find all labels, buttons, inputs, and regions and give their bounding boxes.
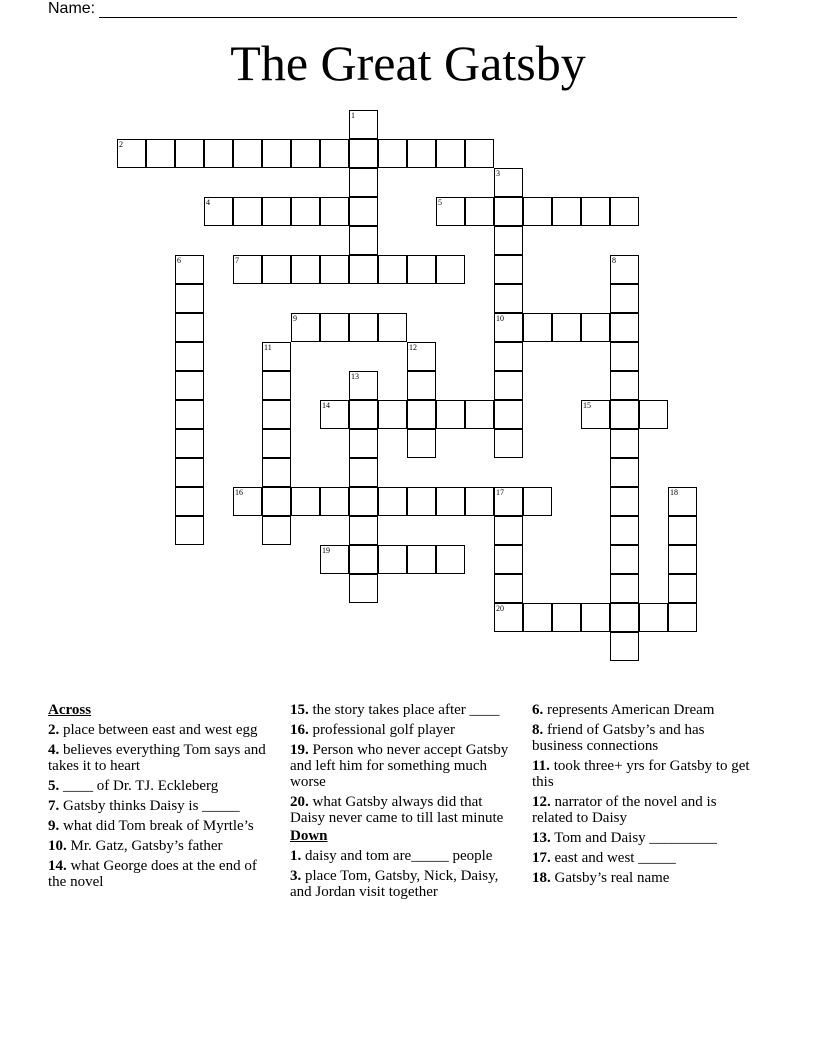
cell-number: 9 — [293, 314, 297, 323]
grid-cell[interactable] — [320, 400, 349, 429]
grid-cell[interactable] — [349, 516, 378, 545]
grid-cell[interactable] — [436, 487, 465, 516]
grid-cell[interactable] — [233, 197, 262, 226]
grid-cell[interactable] — [668, 487, 697, 516]
clue-number: 9. — [48, 818, 60, 834]
grid-cell[interactable] — [523, 197, 552, 226]
grid-cell[interactable] — [494, 313, 523, 342]
grid-cell[interactable] — [436, 197, 465, 226]
grid-cell[interactable] — [639, 603, 668, 632]
grid-cell[interactable] — [233, 139, 262, 168]
clue-number: 2. — [48, 722, 60, 738]
grid-cell[interactable] — [349, 110, 378, 139]
grid-cell[interactable] — [175, 313, 204, 342]
clue-text: Gatsby thinks Daisy is _____ — [59, 798, 240, 814]
clue-number: 6. — [532, 702, 544, 718]
cell-number: 17 — [496, 488, 504, 497]
grid-cell[interactable] — [262, 255, 291, 284]
clue-text: believes everything Tom says and takes it to heart — [48, 742, 266, 774]
cell-number: 3 — [496, 169, 500, 178]
clue-down — [532, 794, 754, 826]
grid-cell[interactable] — [436, 545, 465, 574]
grid-cell[interactable] — [349, 371, 378, 400]
clue-text: narrator of the novel and is related to Daisy — [532, 794, 717, 826]
clue-across — [48, 778, 270, 794]
clue-number: 11. — [532, 758, 550, 774]
grid-cell[interactable] — [262, 371, 291, 400]
grid-cell[interactable] — [552, 603, 581, 632]
grid-cell[interactable] — [465, 139, 494, 168]
grid-cell[interactable] — [291, 197, 320, 226]
grid-cell[interactable] — [552, 313, 581, 342]
clue-number: 8. — [532, 722, 544, 738]
grid-cell[interactable] — [407, 429, 436, 458]
grid-cell[interactable] — [610, 545, 639, 574]
grid-cell[interactable] — [639, 400, 668, 429]
grid-cell[interactable] — [610, 487, 639, 516]
grid-cell[interactable] — [175, 255, 204, 284]
grid-cell[interactable] — [378, 400, 407, 429]
grid-cell[interactable] — [552, 197, 581, 226]
grid-cell[interactable] — [465, 400, 494, 429]
grid-cell[interactable] — [610, 371, 639, 400]
clue-number: 5. — [48, 778, 60, 794]
grid-cell[interactable] — [291, 255, 320, 284]
grid-cell[interactable] — [610, 284, 639, 313]
cell-number: 18 — [670, 488, 678, 497]
clue-down — [532, 722, 754, 754]
grid-cell[interactable] — [610, 458, 639, 487]
cell-number: 13 — [351, 372, 359, 381]
clue-column-1 — [48, 702, 270, 894]
cell-number: 15 — [583, 401, 591, 410]
clue-text: the story takes place after ____ — [308, 702, 500, 718]
grid-cell[interactable] — [320, 313, 349, 342]
page-title: The Great Gatsby — [230, 35, 586, 91]
across-heading: Across — [48, 702, 92, 718]
grid-cell[interactable] — [610, 313, 639, 342]
grid-cell[interactable] — [349, 197, 378, 226]
clue-text: what Gatsby always did that Daisy never came to till last minute — [290, 794, 504, 826]
clue-text: what George does at the end of the novel — [48, 858, 257, 890]
clue-text: professional golf player — [308, 722, 455, 738]
clue-number: 4. — [48, 742, 60, 758]
cell-number: 1 — [351, 111, 355, 120]
clue-across — [48, 798, 270, 814]
clue-number: 16. — [290, 722, 309, 738]
cell-number: 6 — [177, 256, 181, 265]
grid-cell[interactable] — [581, 313, 610, 342]
grid-cell[interactable] — [262, 139, 291, 168]
grid-cell[interactable] — [175, 371, 204, 400]
clue-down — [290, 848, 512, 864]
clue-across — [48, 838, 270, 854]
grid-cell[interactable] — [320, 139, 349, 168]
grid-cell[interactable] — [407, 255, 436, 284]
clue-text: represents American Dream — [543, 702, 715, 718]
grid-cell[interactable] — [407, 545, 436, 574]
clue-down — [290, 868, 512, 900]
grid-cell[interactable] — [175, 284, 204, 313]
clue-down — [532, 830, 754, 846]
clue-across — [48, 742, 270, 774]
grid-cell[interactable] — [175, 516, 204, 545]
cell-number: 16 — [235, 488, 243, 497]
clue-text: place Tom, Gatsby, Nick, Daisy, and Jordan visit together — [290, 868, 499, 900]
grid-cell[interactable] — [494, 516, 523, 545]
grid-cell[interactable] — [262, 197, 291, 226]
grid-cell[interactable] — [407, 400, 436, 429]
cell-number: 12 — [409, 343, 417, 352]
grid-cell[interactable] — [610, 632, 639, 661]
clue-number: 3. — [290, 868, 302, 884]
clue-number: 7. — [48, 798, 60, 814]
grid-cell[interactable] — [494, 487, 523, 516]
cell-number: 8 — [612, 256, 616, 265]
cell-number: 14 — [322, 401, 330, 410]
grid-cell[interactable] — [262, 429, 291, 458]
grid-cell[interactable] — [378, 139, 407, 168]
grid-cell[interactable] — [320, 255, 349, 284]
clue-text: Mr. Gatz, Gatsby’s father — [66, 838, 223, 854]
grid-cell[interactable] — [349, 226, 378, 255]
grid-cell[interactable] — [320, 545, 349, 574]
cell-number: 7 — [235, 256, 239, 265]
grid-cell[interactable] — [523, 313, 552, 342]
grid-cell[interactable] — [494, 574, 523, 603]
grid-cell[interactable] — [465, 487, 494, 516]
grid-cell[interactable] — [494, 226, 523, 255]
clue-number: 18. — [532, 870, 551, 886]
clue-number: 17. — [532, 850, 551, 866]
grid-cell[interactable] — [262, 458, 291, 487]
grid-cell[interactable] — [262, 487, 291, 516]
grid-cell[interactable] — [233, 487, 262, 516]
grid-cell[interactable] — [494, 168, 523, 197]
grid-cell[interactable] — [668, 545, 697, 574]
clue-across — [48, 818, 270, 834]
clue-across — [48, 858, 270, 890]
grid-cell[interactable] — [262, 400, 291, 429]
grid-cell[interactable] — [494, 429, 523, 458]
grid-cell[interactable] — [117, 139, 146, 168]
cell-number: 11 — [264, 343, 272, 352]
grid-cell[interactable] — [262, 342, 291, 371]
grid-cell[interactable] — [668, 603, 697, 632]
grid-cell[interactable] — [291, 487, 320, 516]
grid-cell[interactable] — [291, 313, 320, 342]
clue-across — [290, 722, 512, 738]
cell-number: 20 — [496, 604, 504, 613]
grid-cell[interactable] — [436, 255, 465, 284]
clue-text: ____ of Dr. TJ. Eckleberg — [59, 778, 219, 794]
grid-cell[interactable] — [204, 139, 233, 168]
clue-number: 1. — [290, 848, 302, 864]
name-label: Name: — [48, 0, 96, 17]
grid-cell[interactable] — [610, 516, 639, 545]
grid-cell[interactable] — [146, 139, 175, 168]
grid-cell[interactable] — [494, 371, 523, 400]
grid-cell[interactable] — [175, 400, 204, 429]
clue-across — [48, 722, 270, 738]
grid-cell[interactable] — [610, 255, 639, 284]
grid-cell[interactable] — [407, 139, 436, 168]
grid-cell[interactable] — [378, 313, 407, 342]
cell-number: 4 — [206, 198, 210, 207]
grid-cell[interactable] — [494, 342, 523, 371]
grid-cell[interactable] — [494, 255, 523, 284]
clue-number: 13. — [532, 830, 551, 846]
grid-cell[interactable] — [407, 487, 436, 516]
grid-cell[interactable] — [233, 255, 262, 284]
grid-cell[interactable] — [262, 516, 291, 545]
grid-cell[interactable] — [494, 284, 523, 313]
clue-across — [290, 742, 512, 790]
grid-cell[interactable] — [610, 197, 639, 226]
grid-cell[interactable] — [436, 139, 465, 168]
grid-cell[interactable] — [349, 487, 378, 516]
clue-number: 14. — [48, 858, 67, 874]
grid-cell[interactable] — [175, 342, 204, 371]
grid-cell[interactable] — [494, 603, 523, 632]
grid-cell[interactable] — [291, 139, 320, 168]
clue-column-3 — [532, 702, 754, 890]
clue-column-2 — [290, 702, 512, 904]
cell-number: 2 — [119, 140, 123, 149]
grid-cell[interactable] — [610, 429, 639, 458]
grid-cell[interactable] — [581, 197, 610, 226]
grid-cell[interactable] — [668, 574, 697, 603]
clue-text: place between east and west egg — [59, 722, 258, 738]
grid-cell[interactable] — [175, 487, 204, 516]
clue-number: 19. — [290, 742, 309, 758]
clue-number: 15. — [290, 702, 309, 718]
clue-down — [532, 870, 754, 886]
clue-across — [290, 702, 512, 718]
grid-cell[interactable] — [407, 342, 436, 371]
grid-cell[interactable] — [668, 516, 697, 545]
grid-cell[interactable] — [610, 603, 639, 632]
clue-down — [532, 758, 754, 790]
cell-number: 10 — [496, 314, 504, 323]
grid-cell[interactable] — [175, 458, 204, 487]
clue-text: daisy and tom are_____ people — [301, 848, 493, 864]
grid-cell[interactable] — [581, 603, 610, 632]
grid-cell[interactable] — [349, 168, 378, 197]
clue-number: 10. — [48, 838, 67, 854]
clue-number: 20. — [290, 794, 309, 810]
grid-cell[interactable] — [378, 255, 407, 284]
grid-cell[interactable] — [349, 429, 378, 458]
grid-cell[interactable] — [494, 197, 523, 226]
grid-cell[interactable] — [320, 197, 349, 226]
grid-cell[interactable] — [465, 197, 494, 226]
grid-cell[interactable] — [204, 197, 233, 226]
clue-down — [532, 850, 754, 866]
grid-cell[interactable] — [349, 545, 378, 574]
grid-cell[interactable] — [349, 574, 378, 603]
grid-cell[interactable] — [581, 400, 610, 429]
grid-cell[interactable] — [407, 371, 436, 400]
clue-text: what did Tom break of Myrtle’s — [59, 818, 254, 834]
grid-cell[interactable] — [436, 400, 465, 429]
clue-number: 12. — [532, 794, 551, 810]
grid-cell[interactable] — [610, 574, 639, 603]
clue-across — [290, 794, 512, 826]
grid-cell[interactable] — [494, 545, 523, 574]
grid-cell[interactable] — [610, 400, 639, 429]
grid-cell[interactable] — [175, 429, 204, 458]
grid-cell[interactable] — [320, 487, 349, 516]
grid-cell[interactable] — [523, 603, 552, 632]
clue-text: Gatsby’s real name — [550, 870, 670, 886]
clue-text: Person who never accept Gatsby and left him for something much worse — [290, 742, 509, 790]
grid-cell[interactable] — [494, 400, 523, 429]
grid-cell[interactable] — [378, 487, 407, 516]
down-heading: Down — [290, 828, 328, 844]
grid-cell[interactable] — [349, 400, 378, 429]
clue-down — [532, 702, 754, 718]
clue-text: Tom and Daisy _________ — [550, 830, 717, 846]
grid-cell[interactable] — [349, 458, 378, 487]
grid-cell[interactable] — [175, 139, 204, 168]
cell-number: 5 — [438, 198, 442, 207]
grid-cell[interactable] — [349, 139, 378, 168]
grid-cell[interactable] — [349, 313, 378, 342]
clue-text: friend of Gatsby’s and has business connections — [532, 722, 705, 754]
grid-cell[interactable] — [523, 487, 552, 516]
clue-text: east and west _____ — [550, 850, 676, 866]
grid-cell[interactable] — [378, 545, 407, 574]
grid-cell[interactable] — [610, 342, 639, 371]
grid-cell[interactable] — [349, 255, 378, 284]
clue-text: took three+ yrs for Gatsby to get this — [532, 758, 750, 790]
cell-number: 19 — [322, 546, 330, 555]
